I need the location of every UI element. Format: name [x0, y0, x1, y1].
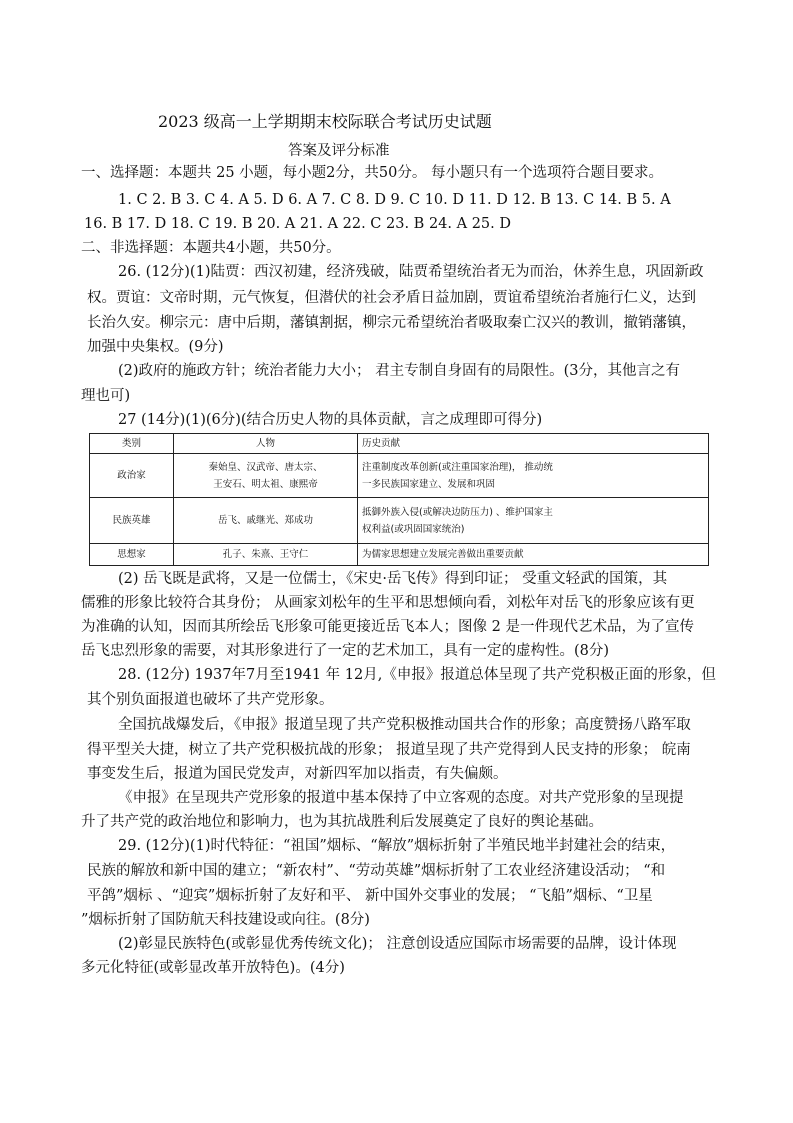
table-row	[90, 498, 709, 544]
people-line: 秦始皇、汉武帝、唐太宗、	[208, 461, 323, 473]
q28-line: 《申报》在呈现共产党形象的报道中基本保持了中立客观的态度。对共产党形象的呈现提	[118, 790, 684, 806]
table-cell-category: 民族英雄	[90, 498, 174, 544]
contribution-line: 一多民族国家建立、发展和巩固	[362, 478, 496, 490]
table-header-row	[90, 434, 709, 454]
q27-line: 为准确的认知，因而其所绘岳飞形象可能更接近岳飞本人；图像 2 是一件现代艺术品，为了宣传	[81, 619, 694, 635]
table-cell-category: 思想家	[90, 544, 174, 566]
q28-line: 全国抗战爆发后，《申报》报道呈现了共产党积极推动国共合作的形象；高度赞扬八路军取	[118, 717, 691, 733]
q29-line: 平鸽”烟标 、“迎宾”烟标折射了友好和平、 新中国外交事业的发展； “飞船”烟标、“卫星	[87, 888, 653, 904]
table-row	[90, 454, 709, 498]
q28-line: 得平型关大捷，树立了共产党积极抗战的形象； 报道呈现了共产党得到人民支持的形象； 皖南	[87, 742, 691, 758]
q27-intro: 27 (14分)(1)(6分)(结合历史人物的具体贡献，言之成理即可得分)	[118, 412, 543, 428]
table-header: 人物	[174, 434, 358, 454]
q29-line: 多元化特征(或彰显改革开放特色)。(4分)	[81, 960, 345, 976]
section2-heading: 二、非选择题：本题共4小题，共50分。	[81, 240, 341, 256]
table-cell-category: 政治家	[90, 454, 174, 498]
q29-line: 民族的解放和新中国的建立；“新农村”、“劳动英雄”烟标折射了工农业经济建设活动； “和	[87, 863, 666, 879]
q26-line: 理也可)	[81, 388, 131, 404]
table-header: 类别	[90, 434, 174, 454]
contribution-line: 注重制度改革创新(或注重国家治理)， 推动统	[362, 461, 553, 473]
q26-line: 长治久安。柳宗元：唐中后期，藩镇割据，柳宗元希望统治者吸取秦亡汉兴的教训，撤销藩镇，	[87, 315, 696, 331]
q29-line: ”烟标折射了国防航天科技建设或向往。(8分)	[81, 912, 370, 928]
table-header: 历史贡献	[358, 434, 709, 454]
q28-line: 升了共产党的政治地位和影响力，也为其抗战胜利后发展奠定了良好的舆论基础。	[81, 814, 603, 830]
answers-line-2: 16. B 17. D 18. C 19. B 20. A 21. A 22. C 23. B 24. A 25. D	[84, 216, 511, 232]
q27-line: 岳飞忠烈形象的需要，对其形象进行了一定的艺术加工，具有一定的虚构性。(8分)	[81, 643, 610, 659]
q26-line: 权。贾谊：文帝时期，元气恢复，但潜伏的社会矛盾日益加剧，贾谊希望统治者施行仁义，达到	[87, 290, 696, 306]
section1-heading: 一、选择题：本题共 25 小题，每小题2分，共50分。 每小题只有一个选项符合题目要求。	[81, 165, 663, 181]
contribution-line: 权利益(或巩固国家统治)	[362, 523, 465, 535]
q27-line: (2) 岳飞既是武将，又是一位儒士，《宋史·岳飞传》得到印证； 受重文轻武的国策，其	[118, 571, 668, 587]
table-cell-contribution: 为儒家思想建立发展完善做出重要贡献	[358, 544, 709, 566]
q26-line: 26. (12分)(1)陆贾：西汉初建，经济残破，陆贾希望统治者无为而治，休养生息，巩固新政	[118, 264, 704, 280]
table-row	[90, 544, 709, 566]
q29-line: (2)彰显民族特色(或彰显优秀传统文化)； 注意创设适应国际市场需要的品牌，设计体现	[118, 936, 677, 952]
q28-line: 其个别负面报道也破坏了共产党形象。	[87, 692, 334, 708]
q29-line: 29. (12分)(1)时代特征：“祖国”烟标、“解放”烟标折射了半殖民地半封建社会的结束，	[118, 838, 676, 854]
q28-line: 事变发生后，报道为国民党发声，对新四军加以指责，有失偏颇。	[87, 766, 508, 782]
q27-table	[89, 433, 709, 566]
contribution-line: 抵御外族入侵(或解决边防压力) 、维护国家主	[362, 506, 553, 518]
page-title: 2023 级高一上学期期末校际联合考试历史试题	[158, 112, 492, 131]
answers-line-1: 1. C 2. B 3. C 4. A 5. D 6. A 7. C 8. D 9. C 10. D 11. D 12. B 13. C 14. B 5. A	[118, 192, 671, 208]
table-cell-people	[174, 454, 358, 498]
table-cell-contribution	[358, 454, 709, 498]
q27-line: 儒雅的形象比较符合其身份； 从画家刘松年的生平和思想倾向看，刘松年对岳飞的形象应该有更	[81, 595, 695, 611]
q26-line: (2)政府的施政方针；统治者能力大小； 君主专制自身固有的局限性。(3分，其他言之有	[118, 363, 681, 379]
q26-line: 加强中央集权。(9分)	[87, 339, 224, 355]
people-line: 王安石、明太祖、康熙帝	[213, 478, 318, 490]
page-subtitle: 答案及评分标准	[288, 143, 390, 159]
table-cell-people: 孔子、朱熹、王守仁	[174, 544, 358, 566]
table-cell-people: 岳飞、戚继光、郑成功	[174, 498, 358, 544]
q28-line: 28. (12分) 1937年7月至1941 年 12月,《申报》报道总体呈现了共产党积极正面的形象，但	[118, 667, 716, 683]
table-cell-contribution	[358, 498, 709, 544]
